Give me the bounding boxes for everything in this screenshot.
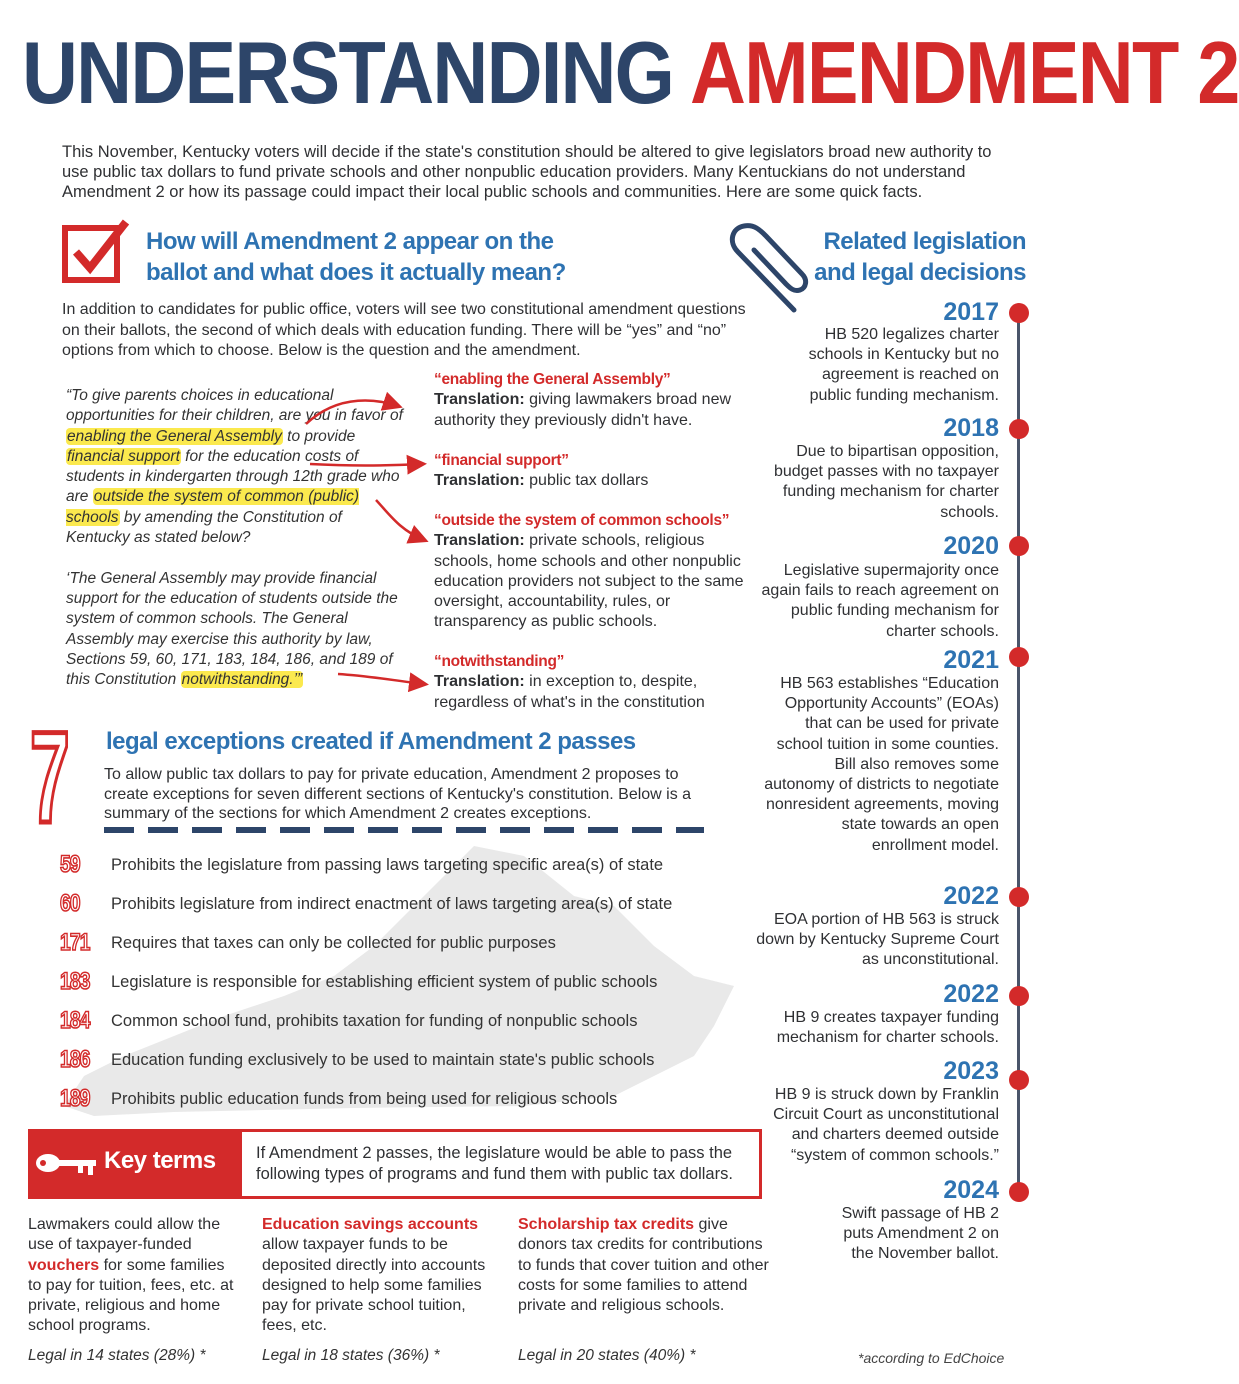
timeline-dot [1009, 986, 1029, 1006]
highlight-financial: financial support [67, 447, 180, 465]
arrow-icon [280, 380, 440, 700]
timeline-text: HB 563 establishes “Education Opportunity Accounts” (EOAs) that can be used for private school tuition in some counties. Bill also removes some autonomy of districts to negotiate nonresident agreements, moving state towards an open enrollment model. [764, 675, 999, 854]
ballot-heading-line2: ballot and what does it actually mean? [146, 259, 566, 286]
timeline-text: Legislative supermajority once again fails to reach agreement on public funding mechanism for charter schools. [761, 562, 999, 640]
section-number: 189 [60, 1085, 90, 1112]
term-translation: public tax dollars [529, 472, 649, 490]
timeline-year: 2023 [943, 1057, 999, 1085]
timeline-text: Swift passage of HB 2 puts Amendment 2 on the November ballot. [841, 1205, 999, 1263]
timeline-year: 2020 [943, 532, 999, 560]
section-number: 60 [60, 890, 80, 917]
checkbox-icon [62, 218, 130, 286]
term-enabling [434, 370, 764, 431]
paperclip-icon [724, 222, 810, 318]
title-part1: UNDERSTANDING [22, 23, 674, 122]
question-text: by amending the Constitution of Kentucky as stated below? [66, 508, 342, 547]
key-icon [34, 1148, 98, 1178]
section-number: 186 [60, 1046, 90, 1073]
timeline-dot [1009, 303, 1029, 323]
exceptions-heading: legal exceptions created if Amendment 2 passes [106, 728, 636, 755]
section-text: Prohibits public education funds from being used for religious schools [111, 1089, 618, 1108]
timeline-text: HB 9 is struck down by Franklin Circuit Court as unconstitutional and charters deemed outside “system of common schools.” [773, 1086, 999, 1164]
column-term: Scholarship tax credits [518, 1216, 695, 1233]
footnote: *according to EdChoice [858, 1350, 1005, 1366]
section-row [60, 1044, 740, 1076]
column-text: give donors tax credits for contributions to funds that cover tuition and other costs for some families to attend private and religious schools. [518, 1216, 769, 1315]
term-title: “outside the system of common schools” [434, 512, 730, 529]
term-outside [434, 511, 756, 633]
timeline-heading-line1: Related legislation [823, 228, 1026, 255]
section-row [60, 966, 740, 998]
highlight-enabling: enabling the General Assembly [67, 427, 282, 445]
timeline-dot [1009, 647, 1029, 667]
question-text: to provide [282, 427, 356, 445]
timeline-year: 2024 [943, 1176, 999, 1204]
title-part2: AMENDMENT 2 [690, 23, 1239, 122]
timeline-year: 2022 [943, 882, 999, 910]
section-row [60, 1083, 740, 1115]
section-text: Education funding exclusively to be used to maintain state's public schools [111, 1050, 655, 1069]
term-title: “notwithstanding” [434, 653, 565, 670]
highlight-outside: outside the system of common (public) schools [66, 488, 360, 526]
timeline-dot [1009, 1070, 1029, 1090]
column-text: Lawmakers could allow the use of taxpayer-funded [28, 1216, 221, 1254]
legal-count: Legal in 20 states (40%) * [518, 1347, 696, 1364]
question-text: “To give parents choices in educational opportunities for their children, are you in favor of [66, 387, 403, 425]
key-terms-intro: If Amendment 2 passes, the legislature would be able to pass the following types of programs and fund them with public tax dollars. [256, 1144, 733, 1183]
section-row [60, 927, 740, 959]
term-translation: in exception to, despite, regardless of what's in the constitution [434, 673, 705, 711]
timeline-text: EOA portion of HB 563 is struck down by Kentucky Supreme Court as unconstitutional. [756, 911, 999, 969]
timeline-line [1017, 312, 1020, 1197]
term-column-esa [262, 1215, 492, 1337]
svg-text:7: 7 [30, 705, 70, 851]
column-term: vouchers [28, 1256, 100, 1274]
section-text: Requires that taxes can only be collected for public purposes [111, 933, 556, 952]
term-column-scholarship [518, 1215, 774, 1316]
ballot-heading-line1: How will Amendment 2 appear on the [146, 228, 554, 255]
page-title [22, 18, 1239, 128]
timeline-dot [1009, 887, 1029, 907]
highlight-notwithstanding: notwithstanding.’” [181, 671, 303, 689]
ballot-heading [146, 226, 616, 288]
term-translation: private schools, religious schools, home schools and other nonpublic education providers not subject to the same oversight, accountability, rules, or transparency as public schools. [434, 532, 744, 631]
section-text: Prohibits legislature from indirect enactment of laws targeting area(s) of state [111, 894, 673, 913]
intro-paragraph: This November, Kentucky voters will decide if the state's constitution should be altered to give legislators broad new authority to use public tax dollars to fund private schools and other nonpublic education providers. Many Kentuckians do not understand Amendment 2 or how its passage could impact their local public schools and communities. Here are some quick facts. [62, 143, 992, 201]
term-column-vouchers [28, 1215, 242, 1337]
section-number: 59 [60, 851, 80, 878]
column-text: allow taxpayer funds to be deposited directly into accounts designed to help some families pay for private school tuition, fees, etc. [262, 1236, 486, 1335]
term-title: “financial support” [434, 452, 569, 469]
timeline-text: HB 520 legalizes charter schools in Kentucky but no agreement is reached on public funding mechanism. [808, 326, 999, 404]
timeline-dot [1009, 1182, 1029, 1202]
section-number: 171 [60, 929, 90, 956]
legal-count: Legal in 14 states (28%) * [28, 1347, 206, 1364]
translation-label: Translation: [434, 532, 525, 550]
translation-label: Translation: [434, 472, 525, 490]
timeline-heading [800, 226, 1026, 288]
column-term: Education savings accounts [262, 1216, 479, 1233]
section-text: Common school fund, prohibits taxation for funding of nonpublic schools [111, 1011, 638, 1030]
legal-count: Legal in 18 states (36%) * [262, 1347, 440, 1364]
key-terms-label: Key terms [104, 1147, 216, 1174]
section-number: 183 [60, 968, 90, 995]
question-text: for the education costs of students in kindergarten through 12th grade who are [66, 447, 400, 506]
term-financial [434, 451, 764, 492]
amendment-text: ‘The General Assembly may provide financial support for the education of students outside the system of common schools. The General Assembly may exercise this authority by law, Sections 59, 60, 171, 183, 184, 186, and 189 of this Constitution [66, 569, 398, 689]
translation-label: Translation: [434, 391, 525, 409]
section-row [60, 888, 740, 920]
timeline-dot [1009, 536, 1029, 556]
exceptions-intro: To allow public tax dollars to pay for private education, Amendment 2 proposes to create exceptions for seven different sections of Kentucky's constitution. Below is a summary of the sections for which Amendment 2 creates exceptions. [104, 766, 692, 822]
timeline-year: 2022 [943, 980, 999, 1008]
section-row [60, 849, 740, 881]
timeline-heading-line2: and legal decisions [814, 259, 1026, 286]
timeline-text: Due to bipartisan opposition, budget passes with no taxpayer funding mechanism for charter schools. [773, 443, 999, 521]
column-text: for some families to pay for tuition, fees, etc. at private, religious and home school programs. [28, 1256, 234, 1335]
timeline-text: HB 9 creates taxpayer funding mechanism for charter schools. [776, 1009, 999, 1047]
term-title: “enabling the General Assembly” [434, 371, 671, 388]
timeline-dot [1009, 419, 1029, 439]
section-text: Legislature is responsible for establishing efficient system of public schools [111, 972, 658, 991]
section-row [60, 1005, 740, 1037]
ballot-intro: In addition to candidates for public office, voters will see two constitutional amendment questions on their ballots, the second of which deals with education funding. There will be “yes” and “no” options from which to choose. Below is the question and the amendment. [62, 301, 746, 359]
timeline-year: 2021 [943, 646, 999, 674]
dashed-divider [104, 826, 704, 834]
section-number: 184 [60, 1007, 90, 1034]
term-notwithstanding [434, 652, 734, 713]
translation-label: Translation: [434, 673, 525, 691]
term-translation: giving lawmakers broad new authority they previously didn't have. [434, 391, 732, 429]
timeline-year: 2017 [943, 298, 999, 326]
seven-numeral [30, 705, 92, 851]
section-text: Prohibits the legislature from passing laws targeting specific area(s) of state [111, 855, 664, 874]
timeline-year: 2018 [943, 414, 999, 442]
